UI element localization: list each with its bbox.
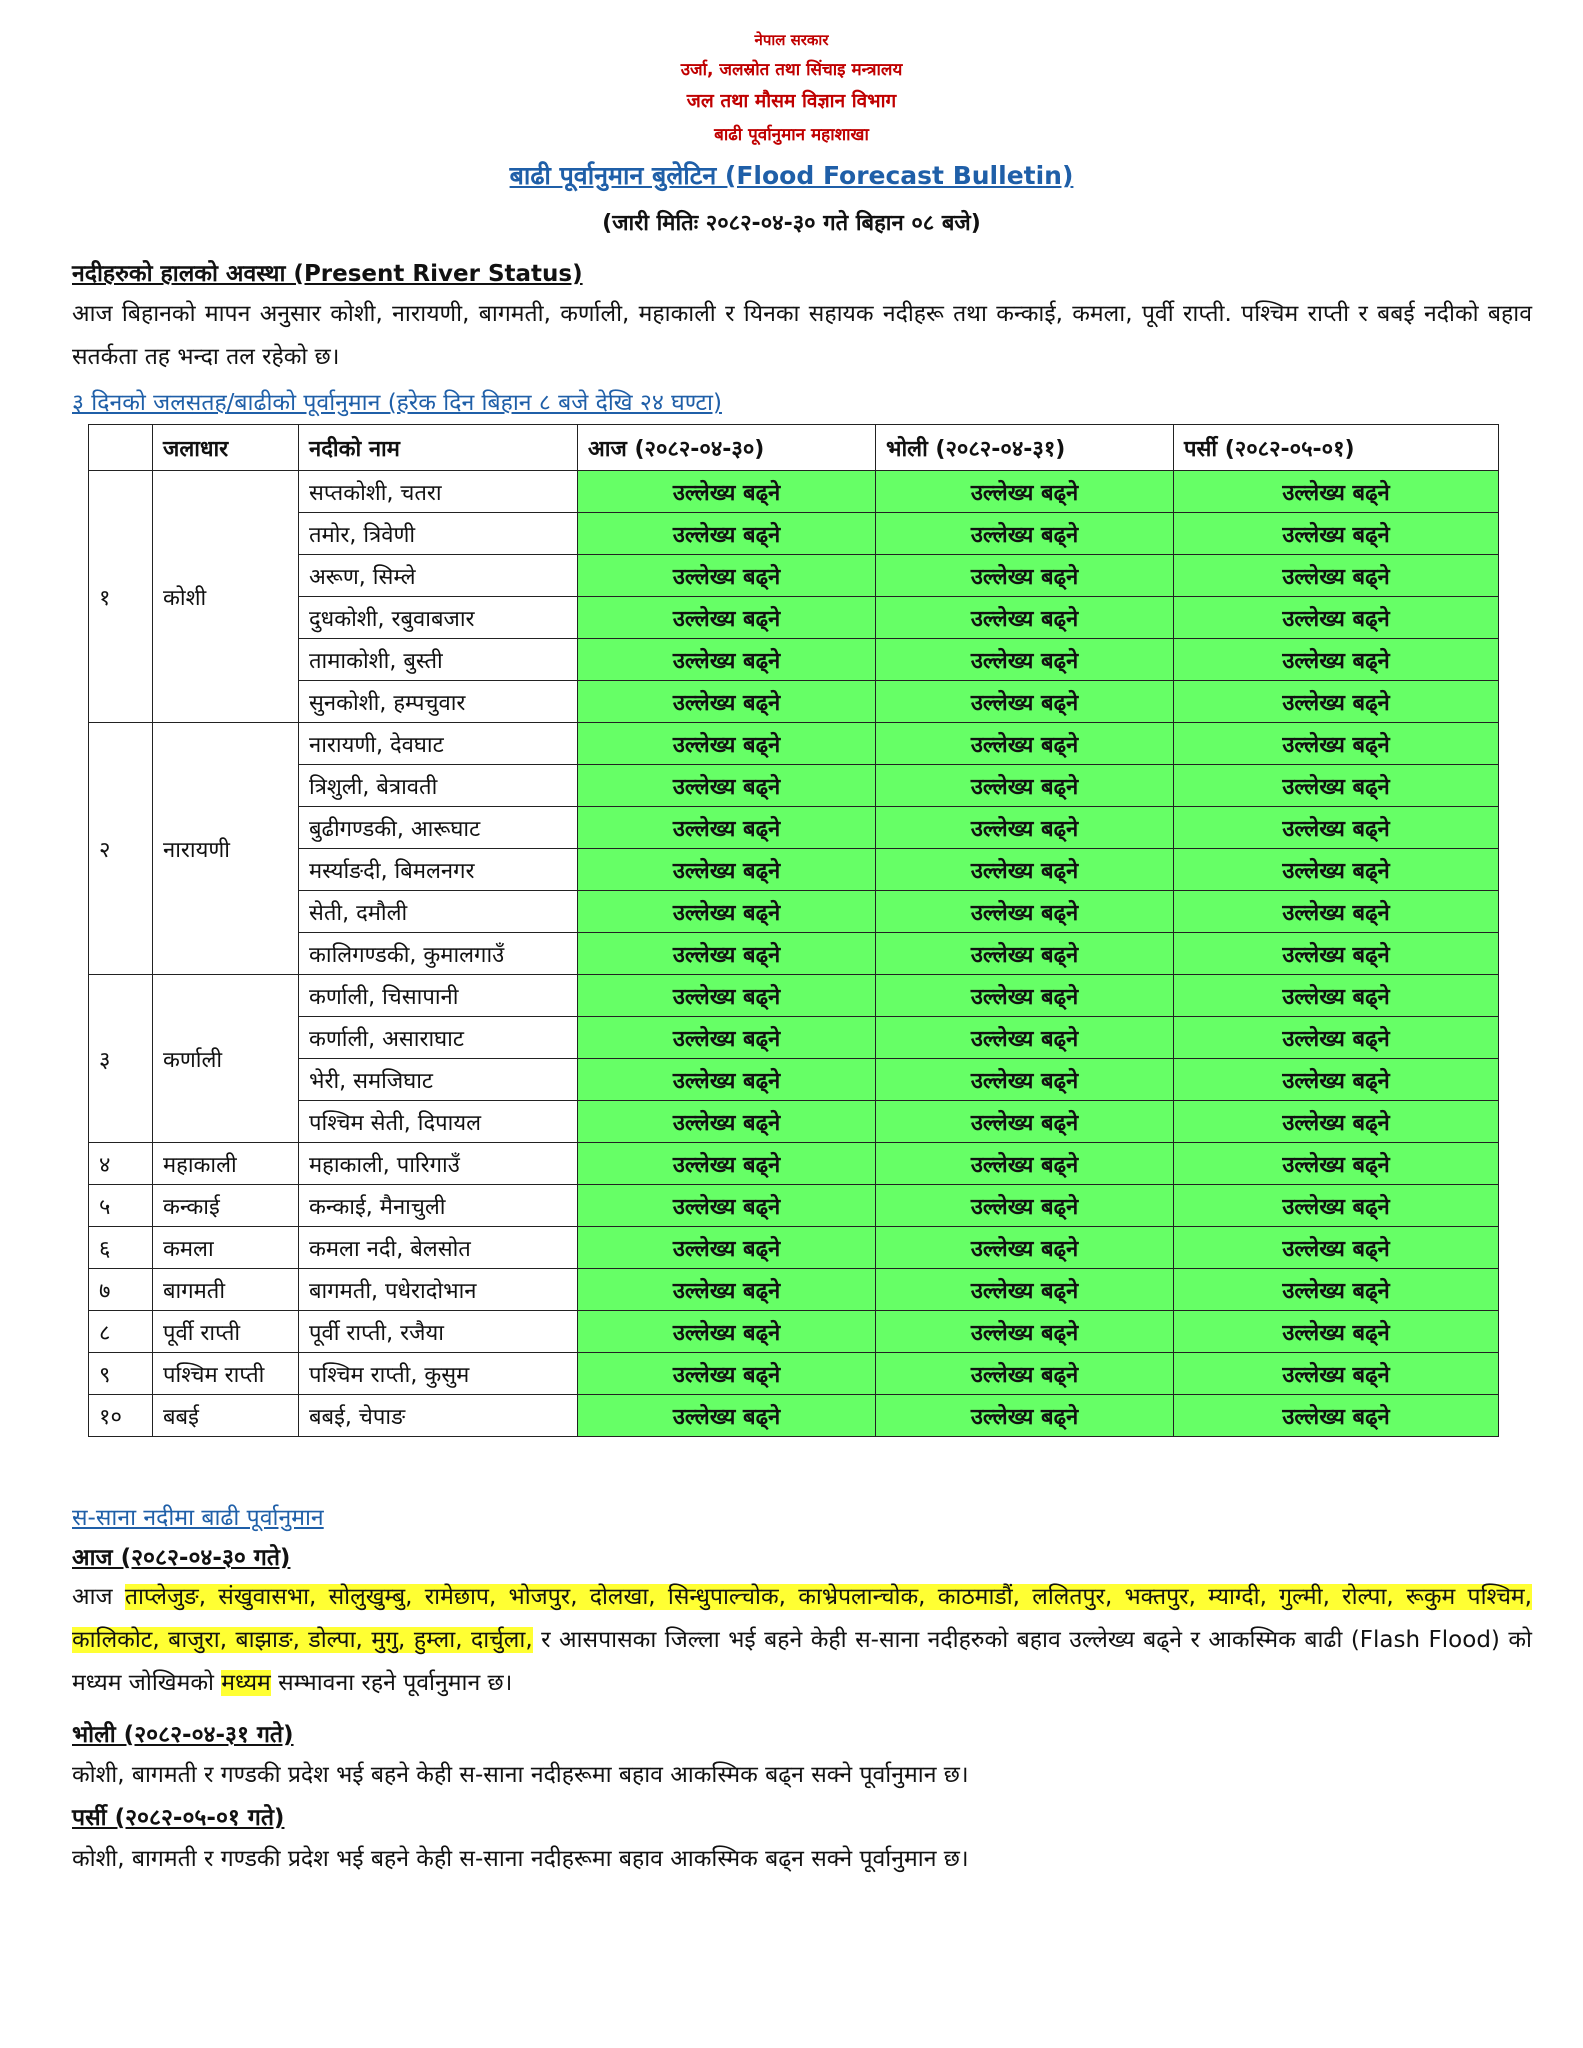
basin-name: कर्णाली xyxy=(153,975,299,1143)
forecast-tomorrow: उल्लेख्य बढ्ने xyxy=(876,933,1174,975)
forecast-tomorrow: उल्लेख्य बढ्ने xyxy=(876,639,1174,681)
river-station: तामाकोशी, बुस्ती xyxy=(299,639,578,681)
division-name: बाढी पूर्वानुमान महाशाखा xyxy=(714,125,869,145)
today-end: सम्भावना रहने पूर्वानुमान छ। xyxy=(270,1670,513,1696)
river-station: मर्स्याङदी, बिमलनगर xyxy=(299,849,578,891)
table-row xyxy=(89,1059,1499,1101)
serial-number: ५ xyxy=(89,1185,153,1227)
river-station: सप्तकोशी, चतरा xyxy=(299,471,578,513)
forecast-today: उल्लेख्य बढ्ने xyxy=(578,681,876,723)
table-row xyxy=(89,1227,1499,1269)
forecast-tomorrow: उल्लेख्य बढ्ने xyxy=(876,891,1174,933)
forecast-dayafter: उल्लेख्य बढ्ने xyxy=(1174,891,1499,933)
forecast-tomorrow: उल्लेख्य बढ्ने xyxy=(876,765,1174,807)
river-station: दुधकोशी, रबुवाबजार xyxy=(299,597,578,639)
forecast-today: उल्लेख्य बढ्ने xyxy=(578,597,876,639)
forecast-dayafter: उल्लेख्य बढ्ने xyxy=(1174,807,1499,849)
forecast-dayafter: उल्लेख्य बढ्ने xyxy=(1174,513,1499,555)
river-station: कालिगण्डकी, कुमालगाउँ xyxy=(299,933,578,975)
today-prefix: आज xyxy=(72,1584,125,1610)
table-row xyxy=(89,1395,1499,1437)
forecast-dayafter: उल्लेख्य बढ्ने xyxy=(1174,471,1499,513)
river-station: बबई, चेपाङ xyxy=(299,1395,578,1437)
river-station: कर्णाली, असाराघाट xyxy=(299,1017,578,1059)
forecast-today: उल्लेख्य बढ्ने xyxy=(578,765,876,807)
forecast-today: उल्लेख्य बढ्ने xyxy=(578,639,876,681)
river-station: कमला नदी, बेलसोत xyxy=(299,1227,578,1269)
forecast-dayafter: उल्लेख्य बढ्ने xyxy=(1174,1185,1499,1227)
serial-number: ३ xyxy=(89,975,153,1143)
today-text xyxy=(72,1576,1532,1705)
risk-level: मध्यम xyxy=(221,1670,271,1696)
forecast-today: उल्लेख्य बढ्ने xyxy=(578,1269,876,1311)
forecast-today: उल्लेख्य बढ्ने xyxy=(578,975,876,1017)
tomorrow-heading: भोली (२०८२-०४-३१ गते) xyxy=(72,1722,294,1748)
forecast-today: उल्लेख्य बढ्ने xyxy=(578,1353,876,1395)
forecast-dayafter: उल्लेख्य बढ्ने xyxy=(1174,933,1499,975)
highlighted-districts: ताप्लेजुङ, संखुवासभा, सोलुखुम्बु, रामेछाप, भोजपुर, दोलखा, सिन्धुपाल्चोक, काभ्रेपलान्चोक, काठमाडौं, ललितपुर, भक्तपुर, म्याग्दी, गुल्मी, रोल्पा, रूकुम पश्चिम, कालिकोट, बाजुरा, बाझाङ, डोल्पा, मुगु, हुम्ला, दार्चुला, xyxy=(72,1584,1532,1653)
department-name: जल तथा मौसम विज्ञान विभाग xyxy=(686,90,897,112)
forecast-tomorrow: उल्लेख्य बढ्ने xyxy=(876,1227,1174,1269)
forecast-dayafter: उल्लेख्य बढ्ने xyxy=(1174,1395,1499,1437)
forecast-dayafter: उल्लेख्य बढ्ने xyxy=(1174,1269,1499,1311)
serial-number: १ xyxy=(89,471,153,723)
dayafter-heading: पर्सी (२०८२-०५-०१ गते) xyxy=(72,1805,285,1831)
river-station: तमोर, त्रिवेणी xyxy=(299,513,578,555)
small-rivers-heading: स-साना नदीमा बाढी पूर्वानुमान xyxy=(72,1505,324,1531)
forecast-tomorrow: उल्लेख्य बढ्ने xyxy=(876,471,1174,513)
col-tomorrow: भोली (२०८२-०४-३१) xyxy=(876,425,1174,471)
forecast-tomorrow: उल्लेख्य बढ्ने xyxy=(876,1269,1174,1311)
table-row xyxy=(89,1353,1499,1395)
forecast-dayafter: उल्लेख्य बढ्ने xyxy=(1174,1227,1499,1269)
table-row xyxy=(89,975,1499,1017)
table-row xyxy=(89,471,1499,513)
col-today: आज (२०८२-०४-३०) xyxy=(578,425,876,471)
river-station: पूर्वी राप्ती, रजैया xyxy=(299,1311,578,1353)
forecast-dayafter: उल्लेख्य बढ्ने xyxy=(1174,765,1499,807)
basin-name: पश्चिम राप्ती xyxy=(153,1353,299,1395)
basin-name: नारायणी xyxy=(153,723,299,975)
river-station: पश्चिम सेती, दिपायल xyxy=(299,1101,578,1143)
forecast-tomorrow: उल्लेख्य बढ्ने xyxy=(876,1311,1174,1353)
river-station: कन्काई, मैनाचुली xyxy=(299,1185,578,1227)
basin-name: कमला xyxy=(153,1227,299,1269)
forecast-dayafter: उल्लेख्य बढ्ने xyxy=(1174,1059,1499,1101)
forecast-tomorrow: उल्लेख्य बढ्ने xyxy=(876,1059,1174,1101)
ministry-name: उर्जा, जलस्रोत तथा सिंचाइ मन्त्रालय xyxy=(680,60,903,80)
forecast-dayafter: उल्लेख्य बढ्ने xyxy=(1174,1311,1499,1353)
table-row xyxy=(89,1143,1499,1185)
table-row xyxy=(89,891,1499,933)
present-status-text: आज बिहानको मापन अनुसार कोशी, नारायणी, बागमती, कर्णाली, महाकाली र यिनका सहायक नदीहरू तथा कन्काई, कमला, पूर्वी राप्ती. पश्चिम राप्ती र बबई नदीको बहाव सतर्कता तह भन्दा तल रहेको छ। xyxy=(72,301,1532,370)
forecast-today: उल्लेख्य बढ्ने xyxy=(578,1185,876,1227)
serial-number: १० xyxy=(89,1395,153,1437)
forecast-today: उल्लेख्य बढ्ने xyxy=(578,933,876,975)
forecast-tomorrow: उल्लेख्य बढ्ने xyxy=(876,597,1174,639)
forecast-dayafter: उल्लेख्य बढ्ने xyxy=(1174,975,1499,1017)
forecast-tomorrow: उल्लेख्य बढ्ने xyxy=(876,975,1174,1017)
basin-name: कोशी xyxy=(153,471,299,723)
forecast-dayafter: उल्लेख्य बढ्ने xyxy=(1174,555,1499,597)
forecast-today: उल्लेख्य बढ्ने xyxy=(578,723,876,765)
forecast-dayafter: उल्लेख्य बढ्ने xyxy=(1174,639,1499,681)
table-row xyxy=(89,639,1499,681)
col-sn xyxy=(89,425,153,471)
river-station: भेरी, समजिघाट xyxy=(299,1059,578,1101)
forecast-today: उल्लेख्य बढ्ने xyxy=(578,513,876,555)
forecast-tomorrow: उल्लेख्य बढ्ने xyxy=(876,1017,1174,1059)
forecast-today: उल्लेख्य बढ्ने xyxy=(578,471,876,513)
forecast-tomorrow: उल्लेख्य बढ्ने xyxy=(876,807,1174,849)
forecast-tomorrow: उल्लेख्य बढ्ने xyxy=(876,849,1174,891)
table-row xyxy=(89,1101,1499,1143)
today-mid: र आसपासका जिल्ला भई बहने केही स-साना नदीहरुको बहाव उल्लेख्य बढ्ने र आकस्मिक बाढी (Flash Flood) को मध्यम जोखिमको xyxy=(72,1627,1532,1696)
basin-name: बबई xyxy=(153,1395,299,1437)
forecast-today: उल्लेख्य बढ्ने xyxy=(578,1395,876,1437)
forecast-dayafter: उल्लेख्य बढ्ने xyxy=(1174,597,1499,639)
basin-name: पूर्वी राप्ती xyxy=(153,1311,299,1353)
serial-number: २ xyxy=(89,723,153,975)
forecast-tomorrow: उल्लेख्य बढ्ने xyxy=(876,681,1174,723)
forecast-dayafter: उल्लेख्य बढ्ने xyxy=(1174,1143,1499,1185)
forecast-today: उल्लेख्य बढ्ने xyxy=(578,1227,876,1269)
river-station: त्रिशुली, बेत्रावती xyxy=(299,765,578,807)
river-station: नारायणी, देवघाट xyxy=(299,723,578,765)
table-header-row xyxy=(89,425,1499,471)
table-row xyxy=(89,597,1499,639)
forecast-tomorrow: उल्लेख्य बढ्ने xyxy=(876,1101,1174,1143)
river-station: बागमती, पधेरादोभान xyxy=(299,1269,578,1311)
basin-name: महाकाली xyxy=(153,1143,299,1185)
forecast-tomorrow: उल्लेख्य बढ्ने xyxy=(876,1353,1174,1395)
river-station: अरूण, सिम्ले xyxy=(299,555,578,597)
river-station: सेती, दमौली xyxy=(299,891,578,933)
table-row xyxy=(89,807,1499,849)
bulletin-title: बाढी पूर्वानुमान बुलेटिन (Flood Forecast Bulletin) xyxy=(509,161,1074,190)
table-row xyxy=(89,765,1499,807)
col-dayafter: पर्सी (२०८२-०५-०१) xyxy=(1174,425,1499,471)
basin-name: बागमती xyxy=(153,1269,299,1311)
table-row xyxy=(89,513,1499,555)
forecast-dayafter: उल्लेख्य बढ्ने xyxy=(1174,723,1499,765)
forecast-heading: ३ दिनको जलसतह/बाढीको पूर्वानुमान (हरेक दिन बिहान ८ बजे देखि २४ घण्टा) xyxy=(72,390,722,416)
table-row xyxy=(89,681,1499,723)
forecast-today: उल्लेख्य बढ्ने xyxy=(578,1017,876,1059)
river-station: पश्चिम राप्ती, कुसुम xyxy=(299,1353,578,1395)
forecast-today: उल्लेख्य बढ्ने xyxy=(578,1311,876,1353)
table-row xyxy=(89,849,1499,891)
river-station: सुनकोशी, हम्पचुवार xyxy=(299,681,578,723)
col-basin: जलाधार xyxy=(153,425,299,471)
forecast-tomorrow: उल्लेख्य बढ्ने xyxy=(876,1143,1174,1185)
serial-number: ८ xyxy=(89,1311,153,1353)
serial-number: ४ xyxy=(89,1143,153,1185)
serial-number: ९ xyxy=(89,1353,153,1395)
serial-number: ७ xyxy=(89,1269,153,1311)
forecast-table xyxy=(88,424,1499,1437)
col-river: नदीको नाम xyxy=(299,425,578,471)
issue-date: (जारी मितिः २०८२-०४-३० गते बिहान ०८ बजे) xyxy=(602,211,981,236)
forecast-dayafter: उल्लेख्य बढ्ने xyxy=(1174,1101,1499,1143)
forecast-tomorrow: उल्लेख्य बढ्ने xyxy=(876,513,1174,555)
river-station: बुढीगण्डकी, आरूघाट xyxy=(299,807,578,849)
table-row xyxy=(89,1311,1499,1353)
table-row xyxy=(89,1269,1499,1311)
forecast-today: उल्लेख्य बढ्ने xyxy=(578,807,876,849)
forecast-today: उल्लेख्य बढ्ने xyxy=(578,891,876,933)
forecast-today: उल्लेख्य बढ्ने xyxy=(578,555,876,597)
tomorrow-text: कोशी, बागमती र गण्डकी प्रदेश भई बहने केही स-साना नदीहरूमा बहाव आकस्मिक बढ्न सक्ने पूर्वानुमान छ। xyxy=(72,1762,969,1788)
basin-name: कन्काई xyxy=(153,1185,299,1227)
table-row xyxy=(89,723,1499,765)
forecast-today: उल्लेख्य बढ्ने xyxy=(578,1143,876,1185)
river-station: महाकाली, पारिगाउँ xyxy=(299,1143,578,1185)
table-row xyxy=(89,933,1499,975)
table-row xyxy=(89,1017,1499,1059)
gov-name: नेपाल सरकार xyxy=(754,31,829,49)
forecast-today: उल्लेख्य बढ्ने xyxy=(578,1059,876,1101)
forecast-tomorrow: उल्लेख्य बढ्ने xyxy=(876,1185,1174,1227)
dayafter-text: कोशी, बागमती र गण्डकी प्रदेश भई बहने केही स-साना नदीहरूमा बहाव आकस्मिक बढ्न सक्ने पूर्वानुमान छ। xyxy=(72,1846,969,1872)
forecast-today: उल्लेख्य बढ्ने xyxy=(578,1101,876,1143)
forecast-today: उल्लेख्य बढ्ने xyxy=(578,849,876,891)
today-heading: आज (२०८२-०४-३० गते) xyxy=(72,1545,291,1571)
present-status-heading: नदीहरुको हालको अवस्था (Present River Status) xyxy=(72,261,583,287)
forecast-tomorrow: उल्लेख्य बढ्ने xyxy=(876,1395,1174,1437)
table-body xyxy=(89,471,1499,1437)
forecast-dayafter: उल्लेख्य बढ्ने xyxy=(1174,1017,1499,1059)
forecast-tomorrow: उल्लेख्य बढ्ने xyxy=(876,723,1174,765)
river-station: कर्णाली, चिसापानी xyxy=(299,975,578,1017)
serial-number: ६ xyxy=(89,1227,153,1269)
forecast-tomorrow: उल्लेख्य बढ्ने xyxy=(876,555,1174,597)
table-row xyxy=(89,1185,1499,1227)
table-row xyxy=(89,555,1499,597)
forecast-dayafter: उल्लेख्य बढ्ने xyxy=(1174,1353,1499,1395)
forecast-dayafter: उल्लेख्य बढ्ने xyxy=(1174,681,1499,723)
forecast-dayafter: उल्लेख्य बढ्ने xyxy=(1174,849,1499,891)
